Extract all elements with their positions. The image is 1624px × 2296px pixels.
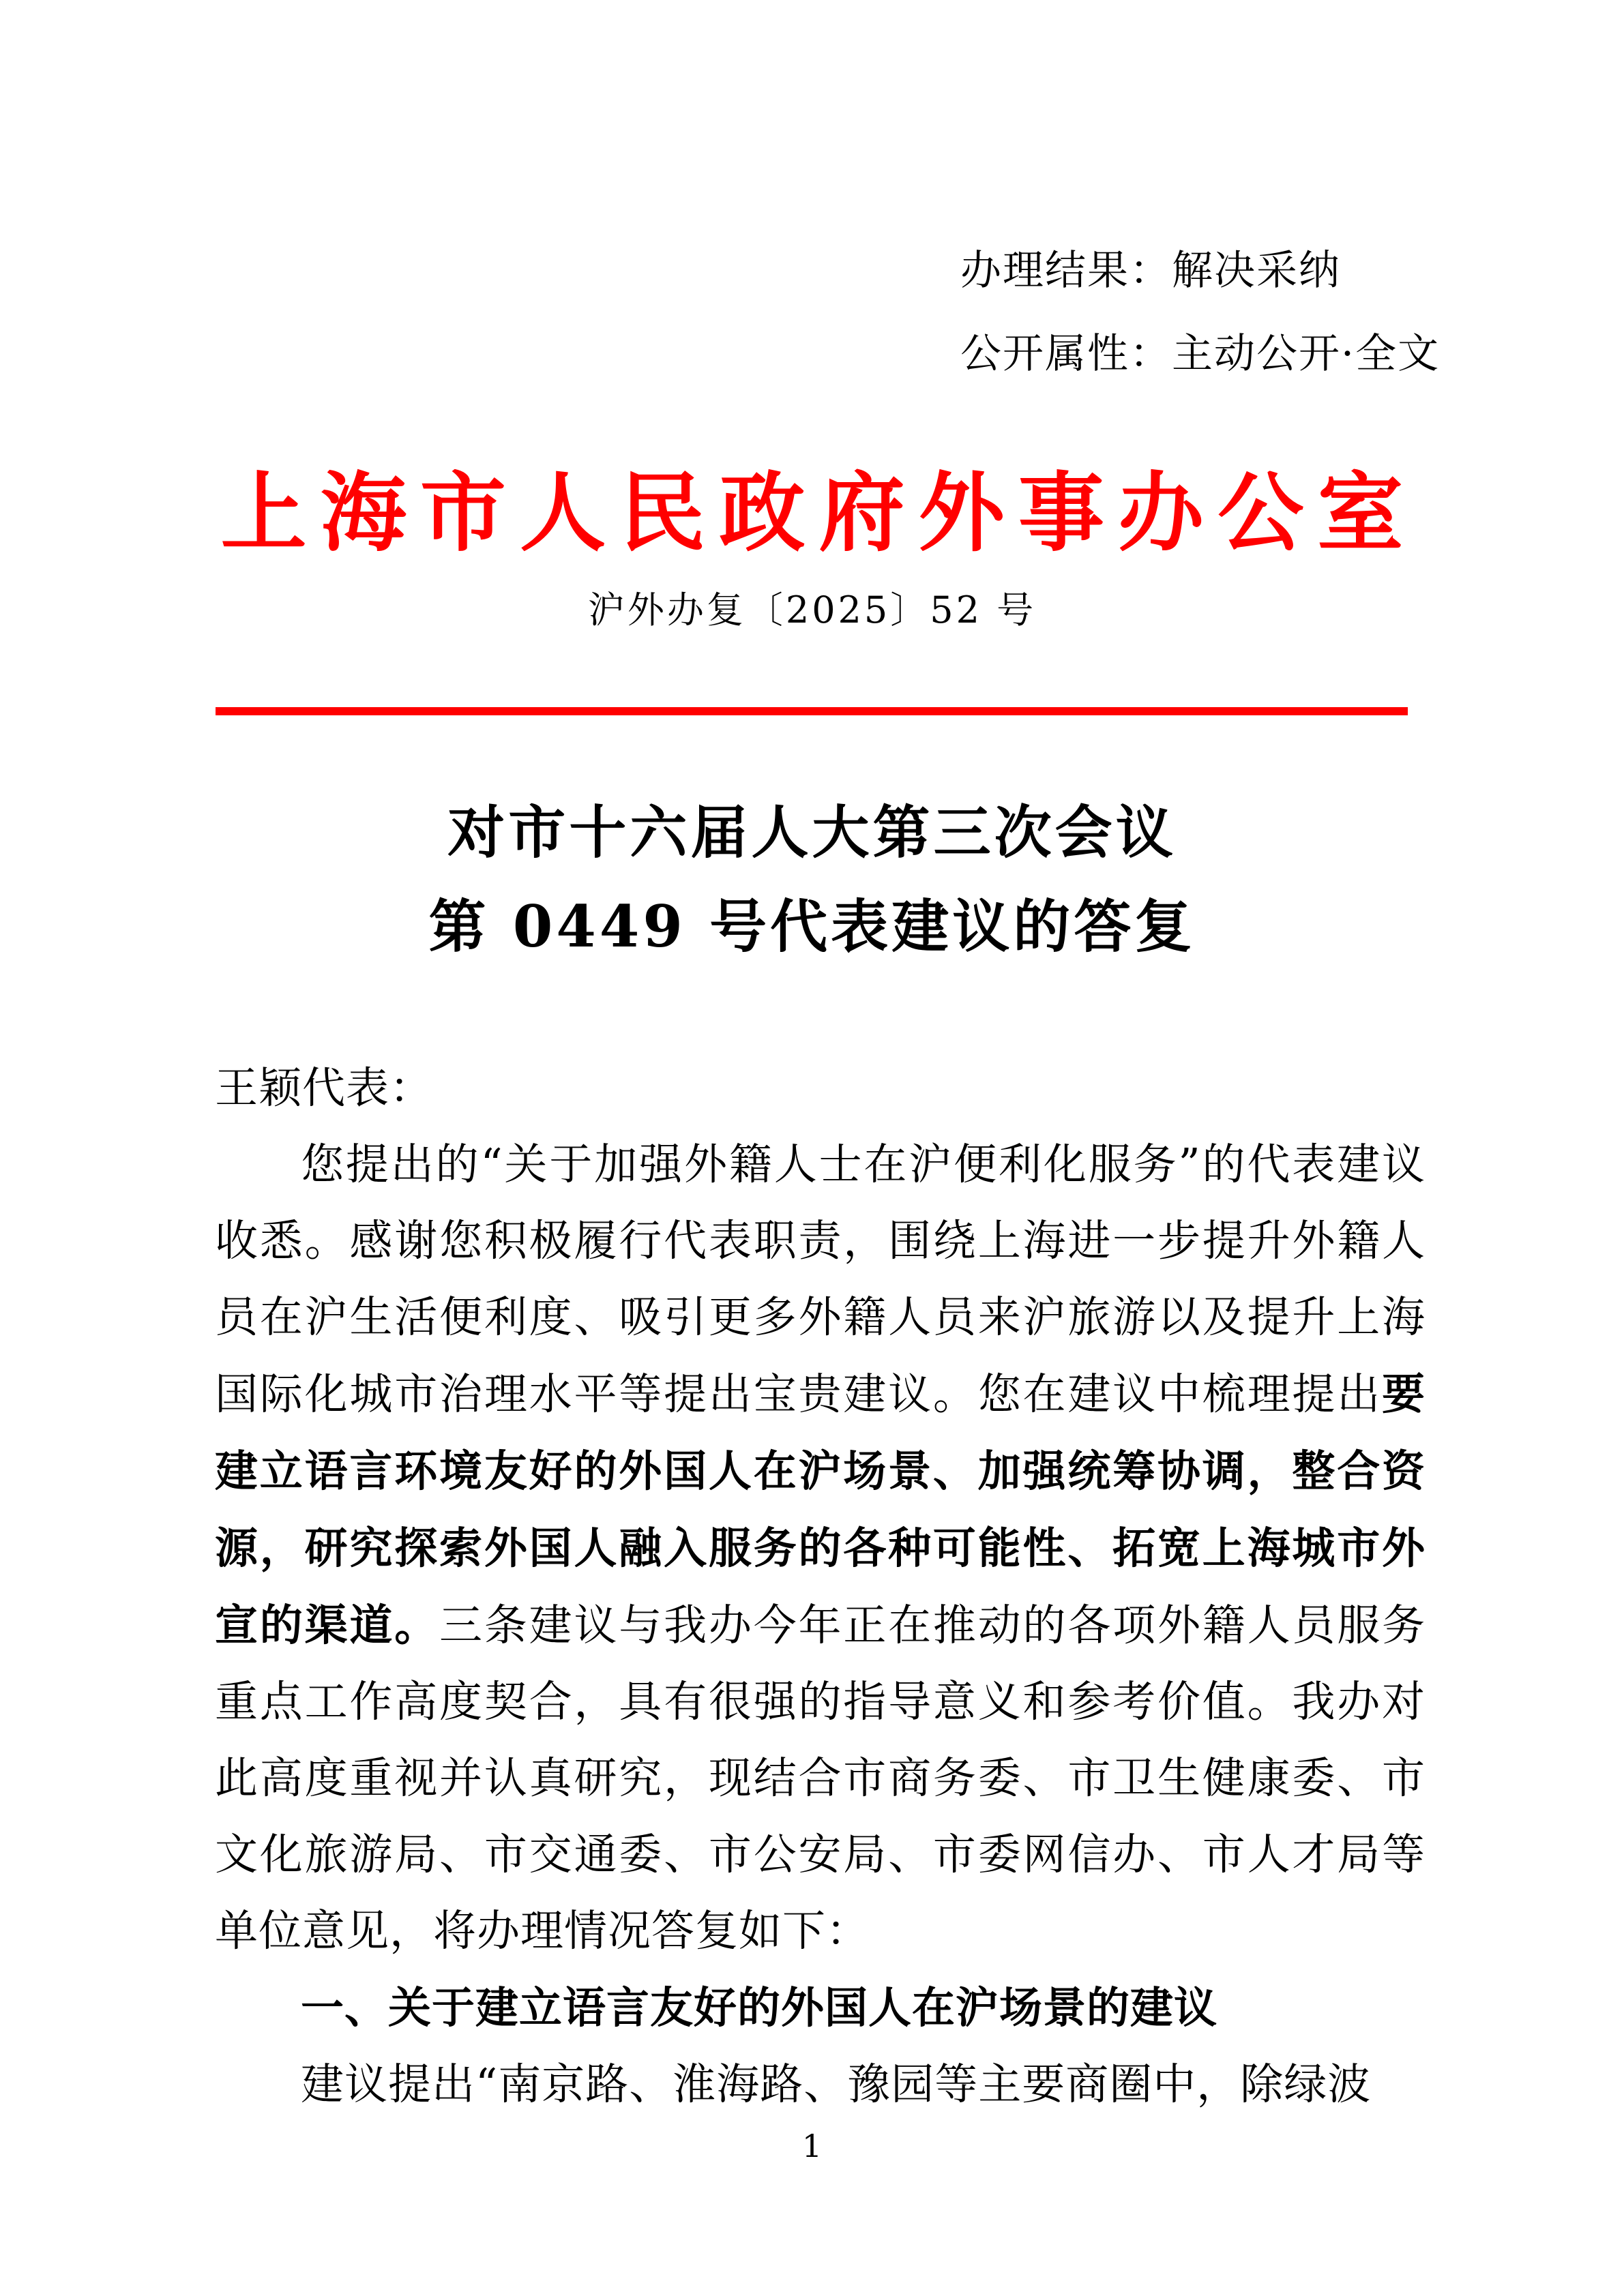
doc-title xyxy=(0,786,1624,974)
meta-result: 办理结果：解决采纳 xyxy=(960,247,1341,295)
section-heading-1 xyxy=(215,1969,1426,2046)
text-run: 三条建议与我办今年正在推动的各项外籍人员服务重点工作高度契合，具有很强的指导意义和参考价值。我办对此高度重视并认真研究，现结合市商务委、市卫生健康委、市文化旅游局、市交通委、市公安局、市委网信办、市人才局等单位意见，将办理情况答复如下： xyxy=(215,1600,1426,1956)
text-run: 您提出的“关于加强外籍人士在沪便利化服务”的代表建议收悉。感谢您积极履行代表职责，围绕上海进一步提升外籍人员在沪生活便利度、吸引更多外籍人员来沪旅游以及提升上海国际化城市治理水平等提出宝贵建议。您在建议中梳理提出 xyxy=(215,1139,1426,1419)
document-body xyxy=(215,1050,1426,2123)
doc-title-line1: 对市十六届人大第三次会议 xyxy=(447,799,1177,866)
red-divider xyxy=(216,707,1408,715)
page-number: 1 xyxy=(801,2128,823,2164)
doc-number: 沪外办复〔2025〕52 号 xyxy=(587,588,1037,631)
meta-block xyxy=(960,229,1440,396)
doc-title-line2: 第 0449 号代表建议的答复 xyxy=(428,893,1196,960)
text-run: 一、关于建立语言友好的外国人在沪场景的建议 xyxy=(301,1982,1217,2033)
text-run: 建议提出“南京路、淮海路、豫园等主要商圈中，除绿波 xyxy=(301,2059,1372,2109)
text-run: 王颖代表： xyxy=(215,1063,433,1113)
paragraph-1 xyxy=(215,1127,1426,1969)
text-run: 要建立语言环境友好的外国人在沪场景、加强统筹协调，整合资源，研究探索外国人融入服务的各种可能性、拓宽上海城市外宣的渠道。 xyxy=(215,1369,1426,1650)
salutation xyxy=(215,1050,1426,1127)
meta-publicity: 公开属性：主动公开·全文 xyxy=(960,330,1441,378)
agency-title: 上海市人民政府外事办公室 xyxy=(220,462,1417,563)
paragraph-2 xyxy=(215,2046,1426,2123)
